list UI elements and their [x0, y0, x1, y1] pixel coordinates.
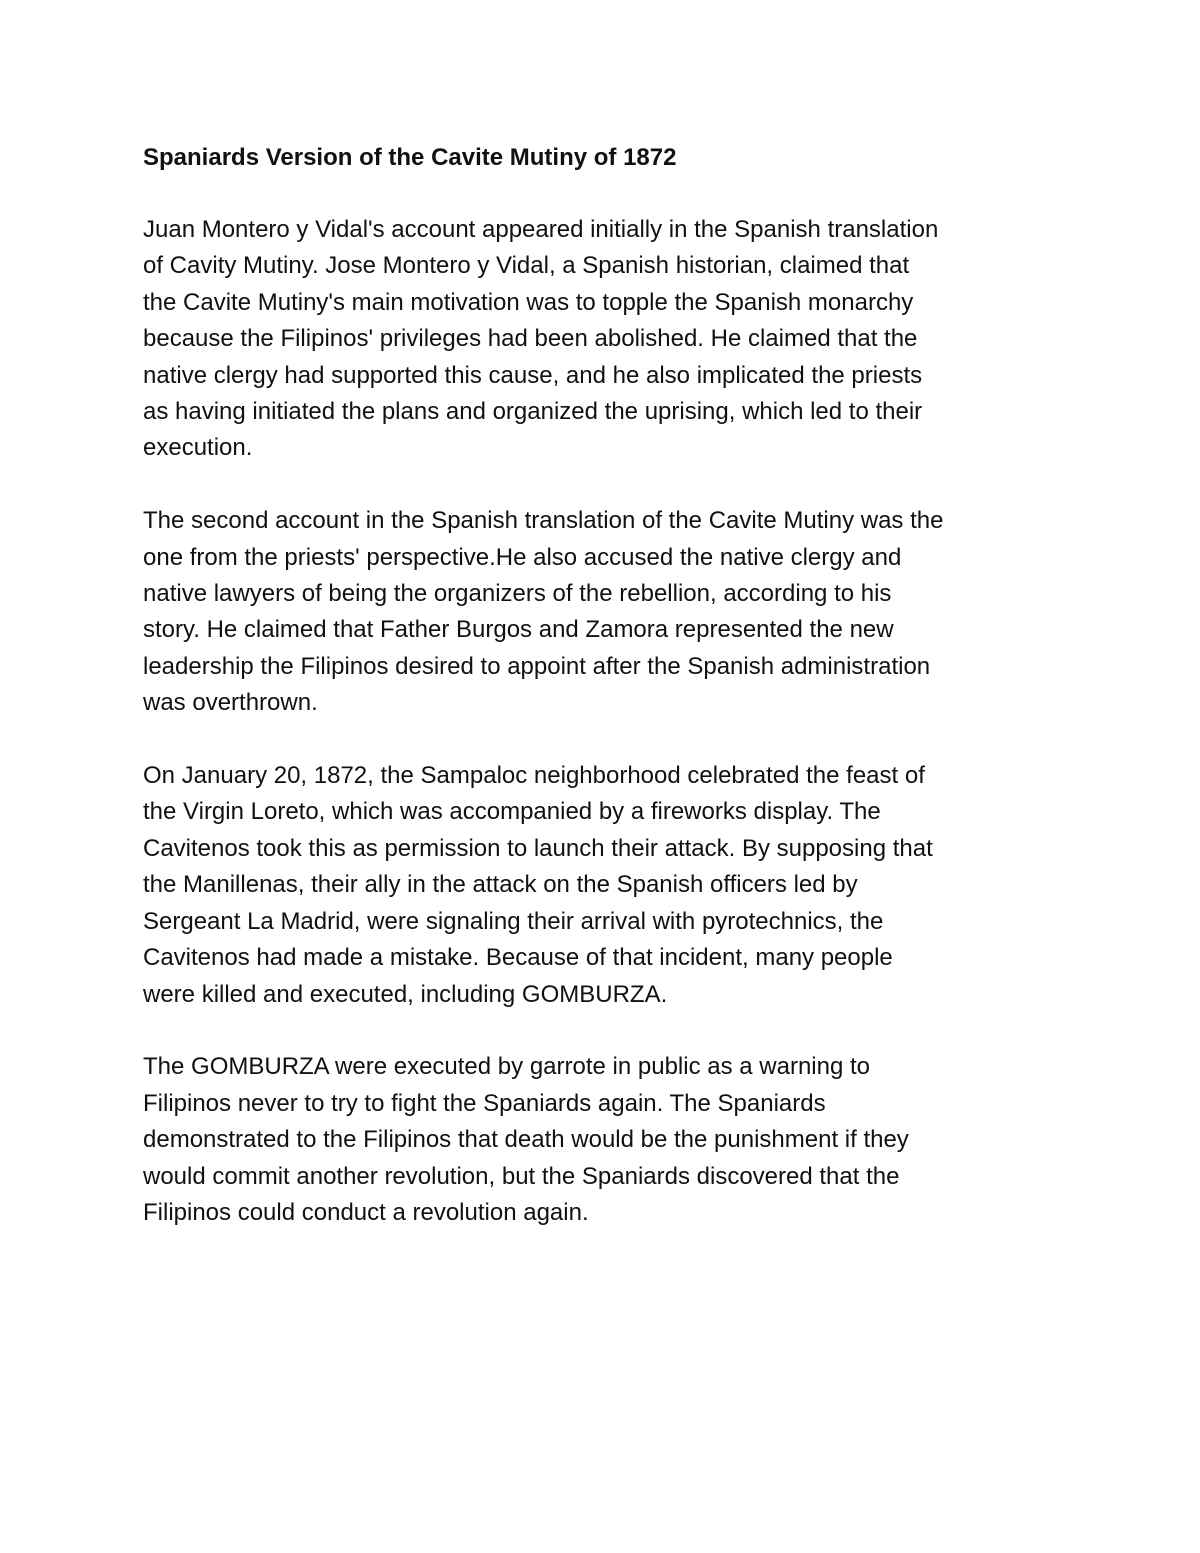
paragraph [143, 1049, 1073, 1231]
paragraph-line: was overthrown. [143, 689, 318, 717]
paragraph-line: leadership the Filipinos desired to appoint after the Spanish administration [143, 652, 931, 680]
paragraph-line: The GOMBURZA were executed by garrote in public as a warning to [143, 1053, 871, 1081]
paragraph-line: Sergeant La Madrid, were signaling their arrival with pyrotechnics, the [143, 907, 884, 935]
paragraph-line: The second account in the Spanish translation of the Cavite Mutiny was the [143, 507, 944, 535]
paragraph-line: the Virgin Loreto, which was accompanied by a fireworks display. The [143, 798, 881, 826]
paragraph-line: would commit another revolution, but the Spaniards discovered that the [143, 1162, 900, 1190]
paragraph-line: demonstrated to the Filipinos that death would be the punishment if they [143, 1126, 909, 1154]
document-title: Spaniards Version of the Cavite Mutiny of 1872 [143, 144, 677, 171]
document-body [143, 140, 1073, 1268]
paragraph-line: Cavitenos had made a mistake. Because of that incident, many people [143, 944, 893, 972]
paragraph-line: one from the priests' perspective.He also accused the native clergy and [143, 543, 902, 571]
paragraph-line: Juan Montero y Vidal's account appeared initially in the Spanish translation [143, 216, 939, 243]
paragraph [143, 758, 1073, 1013]
paragraph-line: story. He claimed that Father Burgos and Zamora represented the new [143, 616, 894, 644]
paragraph-line: execution. [143, 434, 253, 462]
paragraph-line: On January 20, 1872, the Sampaloc neighborhood celebrated the feast of [143, 762, 925, 790]
paragraph-line: because the Filipinos' privileges had been abolished. He claimed that the [143, 325, 918, 353]
paragraph-line: were killed and executed, including GOMBURZA. [143, 980, 668, 1008]
paragraph-line: the Manillenas, their ally in the attack on the Spanish officers led by [143, 871, 858, 899]
paragraph-line: Filipinos never to try to fight the Spaniards again. The Spaniards [143, 1089, 826, 1117]
paragraph-line: Cavitenos took this as permission to launch their attack. By supposing that [143, 834, 933, 862]
paragraph-line: Filipinos could conduct a revolution again. [143, 1198, 589, 1226]
paragraph-line: native lawyers of being the organizers of the rebellion, according to his [143, 580, 892, 608]
paragraph [143, 212, 1073, 467]
paragraph-line: as having initiated the plans and organized the uprising, which led to their [143, 398, 923, 426]
paragraph-line: of Cavity Mutiny. Jose Montero y Vidal, a Spanish historian, claimed that [143, 252, 910, 280]
paragraph-line: the Cavite Mutiny's main motivation was to topple the Spanish monarchy [143, 288, 914, 316]
paragraph [143, 503, 1073, 721]
paragraph-list [143, 212, 1073, 1231]
paragraph-line: native clergy had supported this cause, and he also implicated the priests [143, 361, 923, 389]
